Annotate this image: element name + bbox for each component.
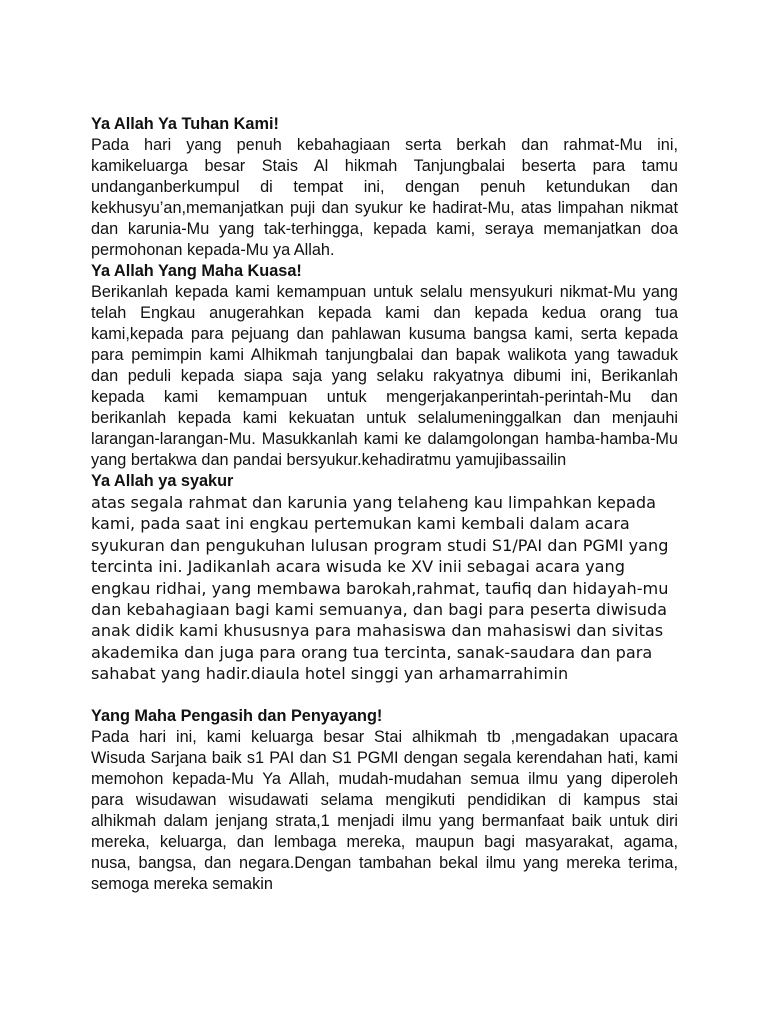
section-body-4: Pada hari ini, kami keluarga besar Stai alhikmah tb ,mengadakan upacara Wisuda Sarjana baik s1 PAI dan S1 PGMI dengan segala kerendahan hati, kami memohon kepada-Mu Ya Allah, mudah-mudahan semua ilmu yang diperoleh para wisudawan wisudawati selama mengikuti pendidikan di kampus stai alhikmah dalam jenjang strata,1 menjadi ilmu yang bermanfaat baik untuk diri mereka, keluarga, dan lembaga mereka, maupun bagi masyarakat, agama, nusa, bangsa, dan negara.Dengan tambahan bekal ilmu yang mereka terima, semoga mereka semakin (91, 727, 678, 893)
section-heading-2: Ya Allah Yang Maha Kuasa! (91, 262, 302, 280)
document-page (91, 114, 678, 895)
section-heading-1: Ya Allah Ya Tuhan Kami! (91, 115, 279, 133)
section-heading-4: Yang Maha Pengasih dan Penyayang! (91, 706, 383, 725)
section-body-3: atas segala rahmat dan karunia yang telaheng kau limpahkan kepada kami, pada saat ini engkau pertemukan kami kembali dalam acara syukuran dan pengukuhan lulusan program studi S1/PAI dan PGMI yang tercinta ini. Jadikanlah acara wisuda ke XV inii sebagai acara yang engkau ridhai, yang membawa barokah,rahmat, taufiq dan hidayah-mu dan kebahagiaan bagi kami semuanya, dan bagi para peserta diwisuda anak didik kami khususnya para mahasiswa dan mahasiswi dan sivitas akademika dan juga para orang tua tercinta, sanak-saudara dan para sahabat yang hadir.diaula hotel singgi yan arhamarrahimin (91, 493, 669, 684)
section-heading-3: Ya Allah ya syakur (91, 472, 234, 490)
section-body-2: Berikanlah kepada kami kemampuan untuk selalu mensyukuri nikmat-Mu yang telah Engkau anugerahkan kepada kami dan kepada kedua orang tua kami,kepada para pejuang dan pahlawan kusuma bangsa kami, serta kepada para pemimpin kami Alhikmah tanjungbalai dan bapak walikota yang tawaduk dan peduli kepada siapa saja yang selaku rakyatnya dibumi ini, Berikanlah kepada kami kemampuan untuk mengerjakanperintah-perintah-Mu dan berikanlah kepada kami kekuatan untuk selalumeninggalkan dan menjauhi larangan-larangan-Mu. Masukkanlah kami ke dalamgolongan hamba-hamba-Mu yang bertakwa dan pandai bersyukur.kehadiratmu yamujibassailin (91, 283, 678, 469)
section-body-1: Pada hari yang penuh kebahagiaan serta berkah dan rahmat-Mu ini, kamikeluarga besar Stais Al hikmah Tanjungbalai beserta para tamu undanganberkumpul di tempat ini, dengan penuh ketundukan dan kekhusyu’an,memanjatkan puji dan syukur ke hadirat-Mu, atas limpahan nikmat dan karunia-Mu yang tak-terhingga, kepada kami, seraya memanjatkan doa permohonan kepada-Mu ya Allah. (91, 136, 678, 259)
paragraph-spacer (91, 685, 678, 706)
